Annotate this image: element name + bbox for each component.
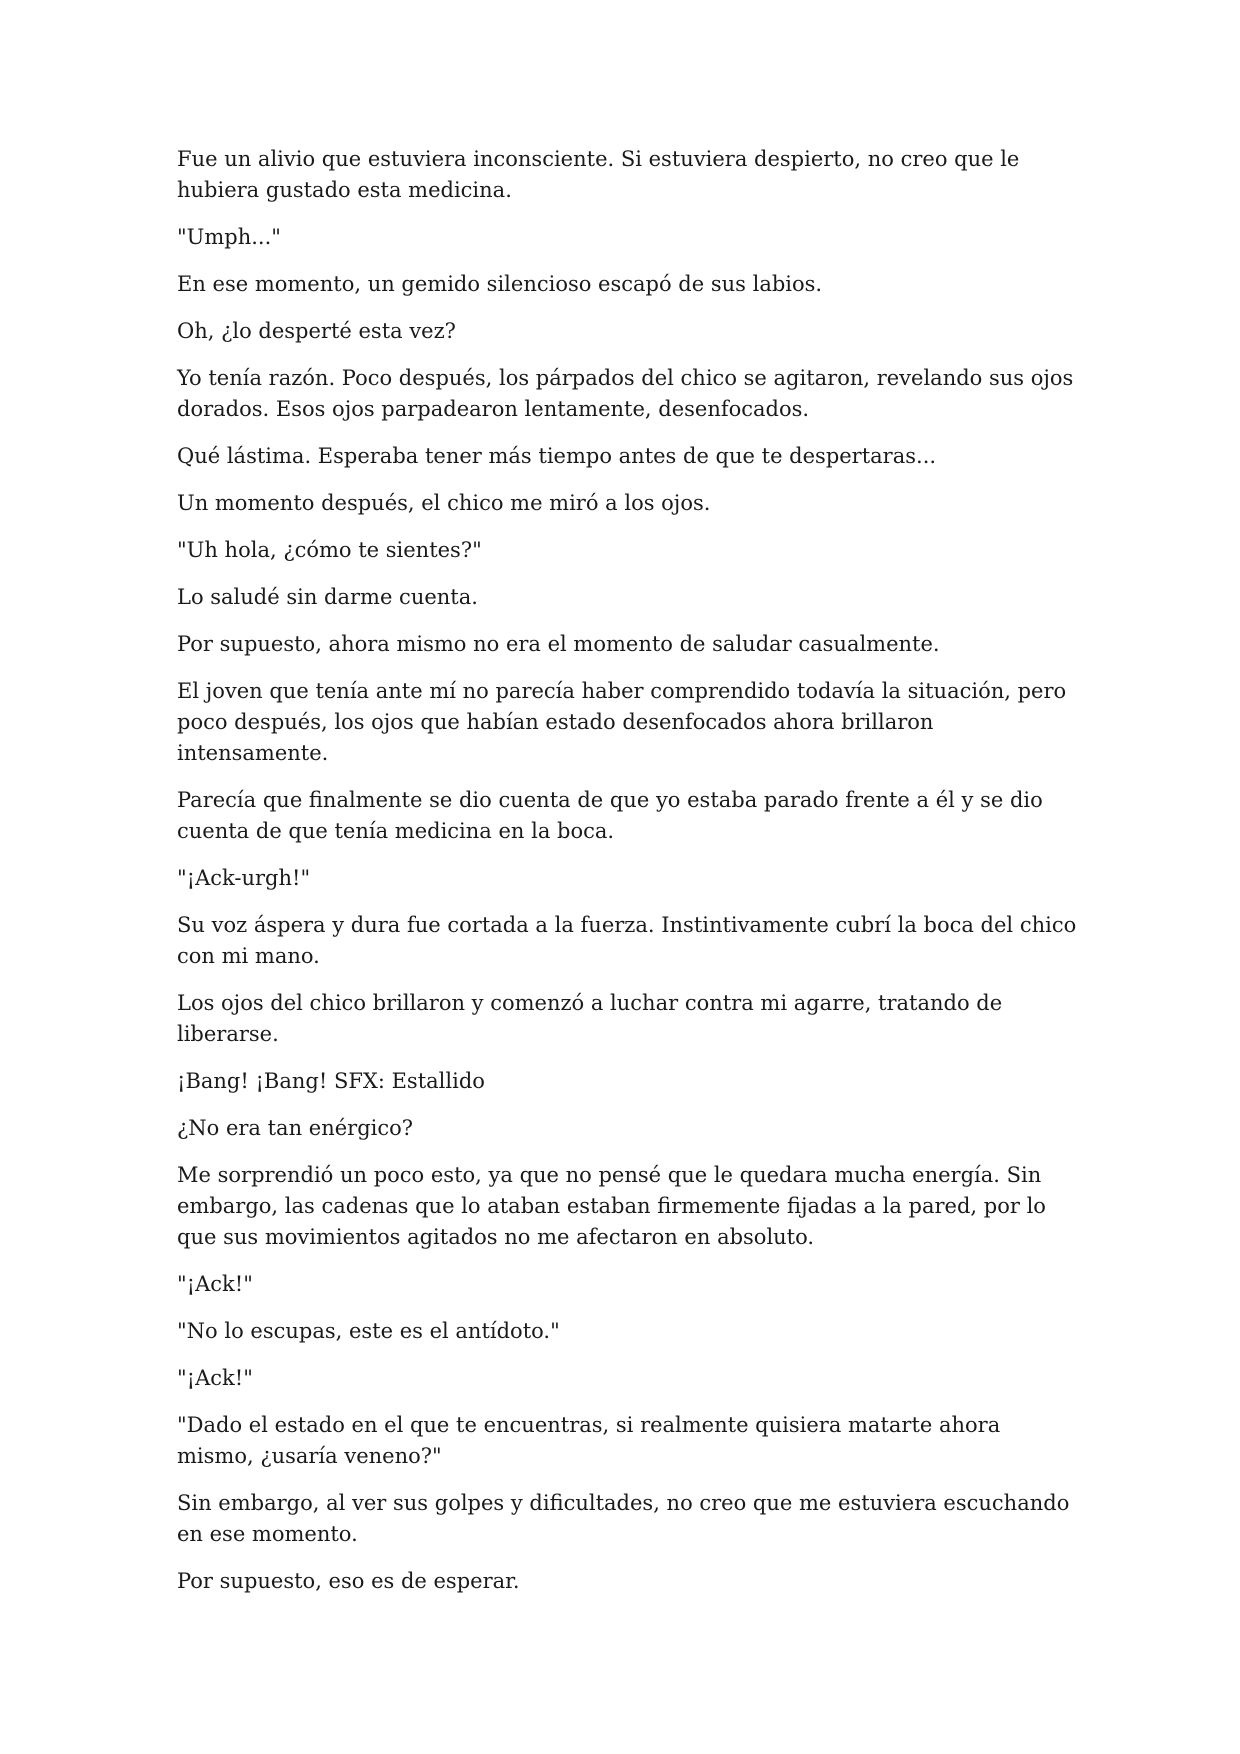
paragraph: "Umph..." bbox=[177, 225, 281, 249]
paragraph: Parecía que finalmente se dio cuenta de que yo estaba parado frente a él y se dio cuenta de que tenía medicina en la boca. bbox=[177, 788, 1043, 843]
paragraph: "No lo escupas, este es el antídoto." bbox=[177, 1319, 560, 1343]
paragraph: Lo saludé sin darme cuenta. bbox=[177, 585, 478, 609]
paragraph: Su voz áspera y dura fue cortada a la fuerza. Instintivamente cubrí la boca del chico con mi mano. bbox=[177, 913, 1077, 968]
paragraph: Fue un alivio que estuviera inconsciente. Si estuviera despierto, no creo que le hubiera gustado esta medicina. bbox=[177, 147, 1020, 202]
paragraph: "¡Ack-urgh!" bbox=[177, 866, 311, 890]
paragraph: "Dado el estado en el que te encuentras, si realmente quisiera matarte ahora mismo, ¿usaría veneno?" bbox=[177, 1413, 1001, 1468]
paragraph: Yo tenía razón. Poco después, los párpados del chico se agitaron, revelando sus ojos dorados. Esos ojos parpadearon lentamente, desenfocados. bbox=[177, 366, 1074, 421]
paragraph: Qué lástima. Esperaba tener más tiempo antes de que te despertaras... bbox=[177, 444, 937, 468]
paragraph: "¡Ack!" bbox=[177, 1272, 253, 1296]
document-body bbox=[177, 144, 1077, 1613]
paragraph: Por supuesto, eso es de esperar. bbox=[177, 1569, 520, 1593]
paragraph: Los ojos del chico brillaron y comenzó a luchar contra mi agarre, tratando de liberarse. bbox=[177, 991, 1003, 1046]
paragraph: ¡Bang! ¡Bang! SFX: Estallido bbox=[177, 1069, 485, 1093]
paragraph: Un momento después, el chico me miró a los ojos. bbox=[177, 491, 711, 515]
paragraph: Sin embargo, al ver sus golpes y dificultades, no creo que me estuviera escuchando en ese momento. bbox=[177, 1491, 1070, 1546]
paragraph: Me sorprendió un poco esto, ya que no pensé que le quedara mucha energía. Sin embargo, las cadenas que lo ataban estaban firmemente fijadas a la pared, por lo que sus movimientos agitados no me afectaron en absoluto. bbox=[177, 1163, 1046, 1249]
paragraph: "Uh hola, ¿cómo te sientes?" bbox=[177, 538, 482, 562]
paragraph: Oh, ¿lo desperté esta vez? bbox=[177, 319, 456, 343]
paragraph: El joven que tenía ante mí no parecía haber comprendido todavía la situación, pero poco después, los ojos que habían estado desenfocados ahora brillaron intensamente. bbox=[177, 679, 1067, 765]
paragraph: Por supuesto, ahora mismo no era el momento de saludar casualmente. bbox=[177, 632, 940, 656]
paragraph: "¡Ack!" bbox=[177, 1366, 253, 1390]
paragraph: En ese momento, un gemido silencioso escapó de sus labios. bbox=[177, 272, 823, 296]
paragraph: ¿No era tan enérgico? bbox=[177, 1116, 414, 1140]
